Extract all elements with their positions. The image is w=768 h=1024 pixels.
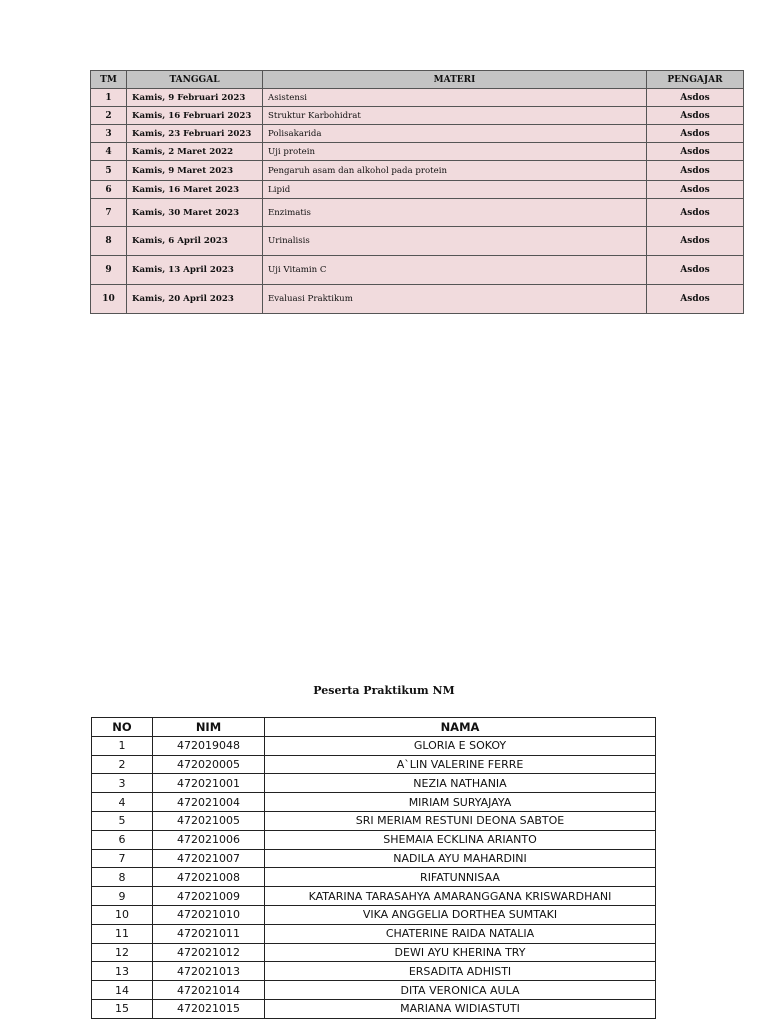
schedule-cell-tm: 7 — [91, 199, 127, 227]
participant-row — [92, 849, 656, 868]
schedule-row — [91, 199, 744, 227]
participant-nama: KATARINA TARASAHYA AMARANGGANA KRISWARDHANI — [265, 887, 656, 906]
schedule-row — [91, 125, 744, 143]
schedule-cell-tanggal: Kamis, 20 April 2023 — [127, 285, 263, 314]
participant-row — [92, 830, 656, 849]
schedule-cell-pengajar: Asdos — [647, 89, 744, 107]
schedule-row — [91, 285, 744, 314]
schedule-cell-tanggal: Kamis, 9 Februari 2023 — [127, 89, 263, 107]
schedule-cell-materi: Urinalisis — [263, 227, 647, 256]
participant-nim: 472021006 — [153, 830, 265, 849]
participant-nim: 472021005 — [153, 811, 265, 830]
participant-nama: DITA VERONICA AULA — [265, 981, 656, 1000]
schedule-cell-tanggal: Kamis, 30 Maret 2023 — [127, 199, 263, 227]
participant-row — [92, 962, 656, 981]
schedule-table — [90, 70, 744, 314]
participant-nama: CHATERINE RAIDA NATALIA — [265, 924, 656, 943]
schedule-cell-pengajar: Asdos — [647, 143, 744, 161]
participant-no: 9 — [92, 887, 153, 906]
participant-row — [92, 981, 656, 1000]
participant-no: 12 — [92, 943, 153, 962]
participant-row — [92, 793, 656, 812]
participant-nim: 472021015 — [153, 999, 265, 1018]
participant-row — [92, 999, 656, 1018]
schedule-row — [91, 107, 744, 125]
schedule-cell-tm: 8 — [91, 227, 127, 256]
participant-nim: 472021010 — [153, 905, 265, 924]
schedule-header-tanggal: TANGGAL — [127, 71, 263, 89]
schedule-header-materi: MATERI — [263, 71, 647, 89]
participant-nama: GLORIA E SOKOY — [265, 736, 656, 755]
schedule-header-row — [91, 71, 744, 89]
schedule-cell-materi: Evaluasi Praktikum — [263, 285, 647, 314]
schedule-row — [91, 181, 744, 199]
participant-no: 6 — [92, 830, 153, 849]
participant-row — [92, 905, 656, 924]
schedule-row — [91, 227, 744, 256]
participant-nama: VIKA ANGGELIA DORTHEA SUMTAKI — [265, 905, 656, 924]
participants-table — [91, 717, 656, 1019]
schedule-cell-tanggal: Kamis, 6 April 2023 — [127, 227, 263, 256]
participant-nim: 472021013 — [153, 962, 265, 981]
participants-title: Peserta Praktikum NM — [313, 684, 455, 697]
participant-nim: 472021011 — [153, 924, 265, 943]
participant-row — [92, 868, 656, 887]
participant-nim: 472019048 — [153, 736, 265, 755]
schedule-cell-materi: Uji protein — [263, 143, 647, 161]
participants-header-nama: NAMA — [265, 718, 656, 737]
schedule-cell-tm: 4 — [91, 143, 127, 161]
participant-nama: MARIANA WIDIASTUTI — [265, 999, 656, 1018]
schedule-cell-tm: 5 — [91, 161, 127, 181]
participant-nama: SHEMAIA ECKLINA ARIANTO — [265, 830, 656, 849]
schedule-header-tm: TM — [91, 71, 127, 89]
participant-no: 2 — [92, 755, 153, 774]
participant-nama: A`LIN VALERINE FERRE — [265, 755, 656, 774]
participant-no: 4 — [92, 793, 153, 812]
participant-row — [92, 811, 656, 830]
schedule-cell-materi: Uji Vitamin C — [263, 256, 647, 285]
participant-nama: NEZIA NATHANIA — [265, 774, 656, 793]
participant-no: 8 — [92, 868, 153, 887]
schedule-cell-materi: Lipid — [263, 181, 647, 199]
schedule-cell-tm: 3 — [91, 125, 127, 143]
schedule-cell-tanggal: Kamis, 23 Februari 2023 — [127, 125, 263, 143]
participant-nim: 472021001 — [153, 774, 265, 793]
schedule-cell-pengajar: Asdos — [647, 181, 744, 199]
schedule-row — [91, 161, 744, 181]
schedule-cell-materi: Struktur Karbohidrat — [263, 107, 647, 125]
participant-nim: 472020005 — [153, 755, 265, 774]
participant-nama: DEWI AYU KHERINA TRY — [265, 943, 656, 962]
schedule-row — [91, 89, 744, 107]
schedule-cell-materi: Enzimatis — [263, 199, 647, 227]
participant-nama: NADILA AYU MAHARDINI — [265, 849, 656, 868]
schedule-cell-materi: Asistensi — [263, 89, 647, 107]
schedule-row — [91, 256, 744, 285]
participants-header-row — [92, 718, 656, 737]
schedule-cell-tanggal: Kamis, 16 Februari 2023 — [127, 107, 263, 125]
schedule-cell-pengajar: Asdos — [647, 199, 744, 227]
participant-nim: 472021014 — [153, 981, 265, 1000]
participant-nim: 472021007 — [153, 849, 265, 868]
participant-no: 5 — [92, 811, 153, 830]
schedule-cell-tm: 6 — [91, 181, 127, 199]
schedule-cell-pengajar: Asdos — [647, 161, 744, 181]
participant-row — [92, 943, 656, 962]
schedule-row — [91, 143, 744, 161]
schedule-header-pengajar: PENGAJAR — [647, 71, 744, 89]
schedule-cell-pengajar: Asdos — [647, 256, 744, 285]
participant-nim: 472021004 — [153, 793, 265, 812]
schedule-cell-tm: 9 — [91, 256, 127, 285]
participant-nim: 472021008 — [153, 868, 265, 887]
participants-header-nim: NIM — [153, 718, 265, 737]
schedule-cell-tanggal: Kamis, 2 Maret 2022 — [127, 143, 263, 161]
participant-no: 7 — [92, 849, 153, 868]
schedule-cell-tm: 1 — [91, 89, 127, 107]
participant-row — [92, 736, 656, 755]
participant-no: 15 — [92, 999, 153, 1018]
participant-nama: ERSADITA ADHISTI — [265, 962, 656, 981]
participant-row — [92, 755, 656, 774]
participant-nim: 472021012 — [153, 943, 265, 962]
participant-no: 10 — [92, 905, 153, 924]
participant-no: 14 — [92, 981, 153, 1000]
schedule-cell-pengajar: Asdos — [647, 227, 744, 256]
schedule-cell-tanggal: Kamis, 9 Maret 2023 — [127, 161, 263, 181]
participant-nama: MIRIAM SURYAJAYA — [265, 793, 656, 812]
participant-nim: 472021009 — [153, 887, 265, 906]
schedule-cell-pengajar: Asdos — [647, 125, 744, 143]
participant-no: 11 — [92, 924, 153, 943]
participant-no: 3 — [92, 774, 153, 793]
schedule-cell-materi: Pengaruh asam dan alkohol pada protein — [263, 161, 647, 181]
participant-row — [92, 924, 656, 943]
participant-no: 13 — [92, 962, 153, 981]
participant-row — [92, 887, 656, 906]
participants-header-no: NO — [92, 718, 153, 737]
schedule-cell-pengajar: Asdos — [647, 285, 744, 314]
participant-nama: SRI MERIAM RESTUNI DEONA SABTOE — [265, 811, 656, 830]
schedule-cell-tanggal: Kamis, 13 April 2023 — [127, 256, 263, 285]
schedule-cell-tm: 10 — [91, 285, 127, 314]
participant-no: 1 — [92, 736, 153, 755]
participant-row — [92, 774, 656, 793]
schedule-cell-tm: 2 — [91, 107, 127, 125]
schedule-cell-pengajar: Asdos — [647, 107, 744, 125]
schedule-cell-materi: Polisakarida — [263, 125, 647, 143]
schedule-cell-tanggal: Kamis, 16 Maret 2023 — [127, 181, 263, 199]
participant-nama: RIFATUNNISAA — [265, 868, 656, 887]
